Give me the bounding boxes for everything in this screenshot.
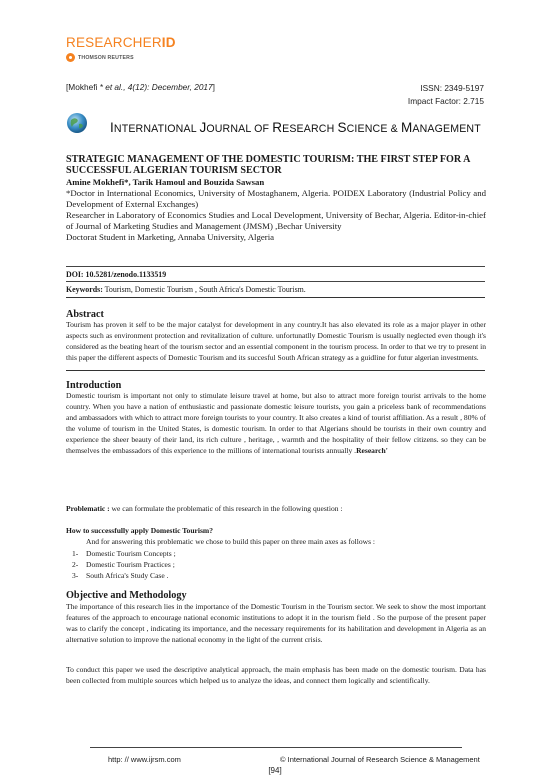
thomson-reuters-icon bbox=[66, 53, 75, 62]
footer-url[interactable]: http: // www.ijrsm.com bbox=[108, 755, 181, 764]
methodology-paragraph-2: To conduct this paper we used the descriptive analytical approach, the main emphasis has been made on the domestic tourism. Data has been collected from multiple sources which helped us to analyze the ideas, and connect them logically and scientifically. bbox=[66, 665, 486, 685]
journal-title-cap: R bbox=[272, 120, 283, 135]
footer-copyright: © International Journal of Research Science & Management bbox=[280, 755, 480, 764]
methodology-paragraph-1: The importance of this research lies in the importance of the Domestic Tourism in the Tourism sector. We seek to show the most important features of the approach to encourage national economic institutions to adopt it in the tourism field . So the purpose of the present paper was to clarify the concept , indicating its importance, and the necessary requirements for its habilitation and development in Algeria as an alternative solution to improve the national economy in the light of the current crisis. bbox=[66, 602, 486, 644]
affiliation-2: Researcher in Laboratory of Economics Studies and Local Development, University of Bechar, Algeria. Editor-in-chief of Journal of Marketing Studies and Management (JMSM) ,Bechar University bbox=[66, 209, 486, 231]
affiliation-1: *Doctor in International Economics, University of Mostaghanem, Algeria. POIDEX Laboratory (Industrial Policy and Development of External Exchanges) bbox=[66, 188, 486, 209]
researcherid-logo bbox=[66, 36, 186, 70]
doi: DOI: 10.5281/zenodo.1133519 bbox=[66, 270, 167, 279]
list-item: 3- South Africa's Study Case . bbox=[72, 571, 169, 581]
issn-block bbox=[408, 82, 484, 108]
logo-publisher-text: THOMSON REUTERS bbox=[78, 54, 134, 61]
abstract-heading: Abstract bbox=[66, 309, 104, 320]
answer-intro: And for answering this problematic we chose to build this paper on three main axes as follows : bbox=[86, 537, 376, 546]
journal-title-cap: M bbox=[400, 120, 413, 135]
journal-title-rest: ANAGEMENT bbox=[412, 123, 481, 135]
page-number: [94] bbox=[268, 766, 282, 775]
research-question: How to successfully apply Domestic Tourism? bbox=[66, 526, 213, 535]
divider bbox=[66, 281, 485, 282]
abstract-text: Tourism has proven it self to be the major catalyst for development in any country.It has also elevated its role as a major player in other aspects such as environment protection and revitalization of culture. unfortunatlly Domestic Tourism is usually neglected even though it's considered as the beating heart of the tourism sector and an essential component in the tourism process. In order to that we try to present in this paper the different aspects of Domestic Tourism and its succesful South African strategy as a guidline for futur algerian investments. bbox=[66, 320, 486, 362]
problematic: Problematic : we can formulate the problematic of this research in the following question : bbox=[66, 504, 343, 513]
affiliation-3: Doctorat Student in Marketing, Annaba University, Algeria bbox=[66, 231, 275, 242]
logo-researcher-text: RESEARCHER bbox=[66, 35, 162, 50]
divider bbox=[66, 370, 485, 371]
divider bbox=[66, 297, 485, 298]
journal-title-rest: NTERNATIONAL bbox=[113, 123, 200, 135]
methodology-heading: Objective and Methodology bbox=[66, 590, 187, 601]
problematic-label: Problematic : bbox=[66, 504, 110, 513]
divider bbox=[66, 266, 485, 267]
list-item: 2- Domestic Tourism Practices ; bbox=[72, 560, 175, 570]
journal-title bbox=[110, 120, 481, 135]
impact-factor: Impact Factor: 2.715 bbox=[407, 96, 484, 106]
journal-title-cap: J bbox=[199, 120, 207, 135]
authors: Amine Mokhefi*, Tarik Hamoul and Bouzida Sawsan bbox=[66, 177, 265, 187]
journal-title-cap: I bbox=[110, 120, 114, 135]
journal-title-cap: S bbox=[337, 120, 347, 135]
keywords bbox=[66, 285, 306, 294]
journal-globe-icon bbox=[66, 112, 88, 134]
introduction-heading: Introduction bbox=[66, 380, 122, 391]
logo-id-text: ID bbox=[161, 35, 176, 50]
keywords-label: Keywords: bbox=[66, 285, 103, 294]
affiliations bbox=[66, 188, 486, 243]
paper-title: STRATEGIC MANAGEMENT OF THE DOMESTIC TOURISM: THE FIRST STEP FOR A SUCCESSFUL ALGERIAN TOURISM SECTOR bbox=[66, 154, 470, 177]
journal-title-rest: OURNAL OF bbox=[206, 123, 273, 135]
issn: ISSN: 2349-5197 bbox=[420, 83, 484, 93]
axes-list bbox=[72, 548, 176, 581]
journal-title-rest: ESEARCH bbox=[282, 123, 338, 135]
journal-title-rest: CIENCE & bbox=[346, 123, 401, 135]
citation-header: [Mokhefi * et al., 4(12): December, 2017] bbox=[66, 82, 215, 92]
footer-divider bbox=[90, 747, 462, 748]
introduction-text: Domestic tourism is important not only to stimulate leisure travel at home, but also to attract more foreign tourist arrivals to the home country. When you have a nation of enthusiastic and passionate domestic leisure tourists, you gain a priceless bank of recommendations and ambassadors with which to attract more foreign tourists to your country. It also creates a kind of tourist affiliation. As a result , 80% of the volume of tourism in the United States, is domestic tourism. In order to that Algerians should be tourists in their own country and experience the sheer beauty of their land, its rich culture , heritage, , warmth and the hospitality of their fellow citizens. so they can be themselves the embassadors of this experience to the millions of international tourists annually .Research' bbox=[66, 391, 486, 455]
keywords-value: Tourism, Domestic Tourism , South Africa's Domestic Tourism. bbox=[102, 285, 306, 294]
list-item: 1- Domestic Tourism Concepts ; bbox=[72, 549, 176, 558]
